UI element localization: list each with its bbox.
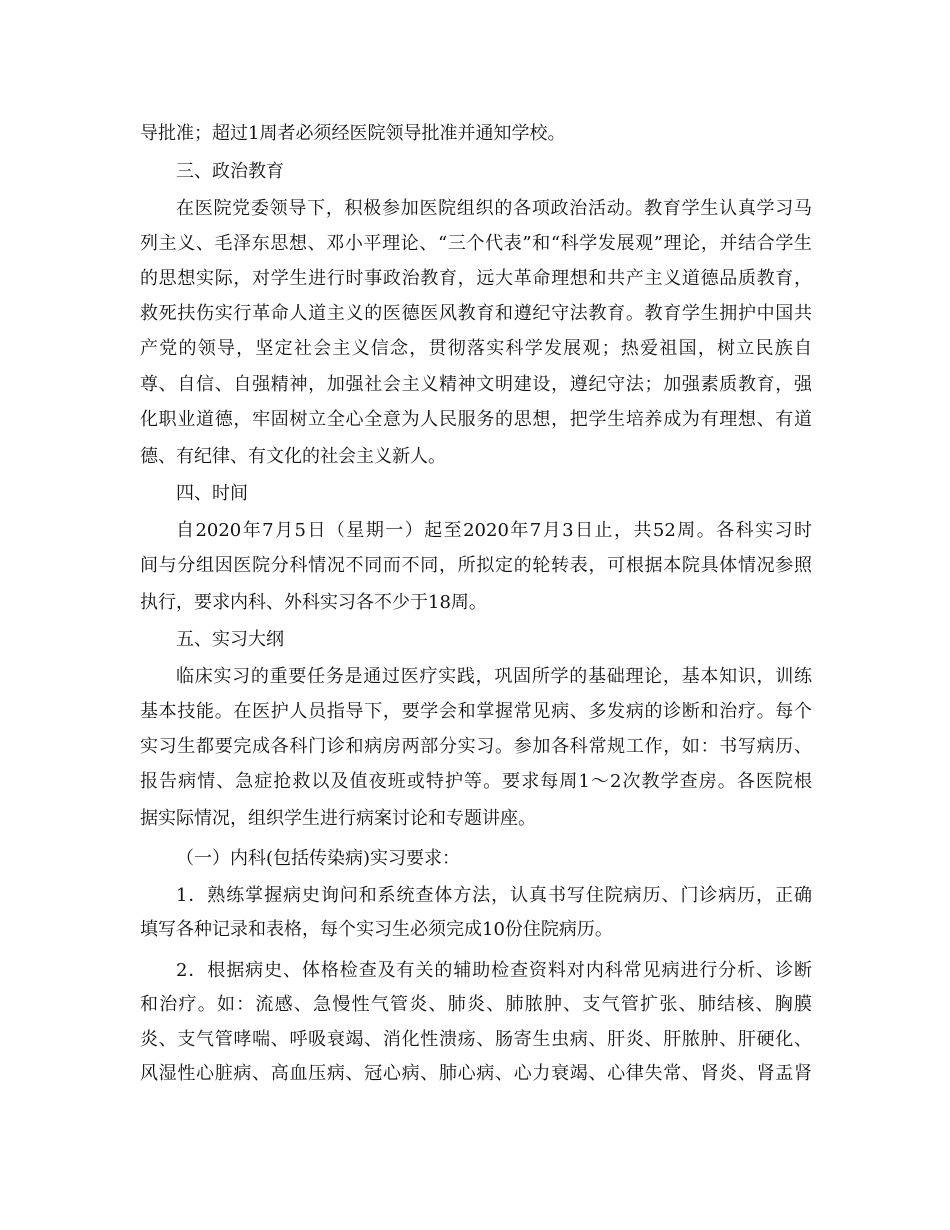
text-line: 产党的领导，坚定社会主义信念，贯彻落实科学发展观；热爱祖国，树立民族自 <box>140 338 812 359</box>
text-line: 间与分组因医院分科情况不同而不同，所拟定的轮转表，可根据本院具体情况参照 <box>140 555 812 576</box>
text-line: 临床实习的重要任务是通过医疗实践，巩固所学的基础理论，基本知识，训练 <box>176 666 812 687</box>
section-heading: 四、时间 <box>176 483 248 504</box>
text-line: 报告病情、急症抢救以及值夜班或特护等。要求每周1～2次教学查房。各医院根 <box>140 771 812 792</box>
text-line: 1．熟练掌握病史询问和系统查体方法，认真书写住院病历、门诊病历，正确 <box>176 885 812 906</box>
text-line: 实习生都要完成各科门诊和病房两部分实习。参加各科常规工作，如：书写病历、 <box>140 736 812 757</box>
text-line: 列主义、毛泽东思想、邓小平理论、“三个代表”和“科学发展观”理论，并结合学生 <box>140 233 812 254</box>
text-line: 导批准；超过1周者必须经医院领导批准并通知学校。 <box>140 123 566 144</box>
text-line: 尊、自信、自强精神，加强社会主义精神文明建设，遵纪守法；加强素质教育，强 <box>140 374 812 395</box>
text-line: 救死扶伤实行革命人道主义的医德医风教育和遵纪守法教育。教育学生拥护中国共 <box>140 303 812 324</box>
section-heading: 五、实习大纲 <box>176 629 284 650</box>
subsection-heading: （一）内科(包括传染病)实习要求： <box>176 848 461 869</box>
text-line: 在医院党委领导下，积极参加医院组织的各项政治活动。教育学生认真学习马 <box>176 198 812 219</box>
text-line: 执行，要求内科、外科实习各不少于18周。 <box>140 592 487 613</box>
text-line: 2．根据病史、体格检查及有关的辅助检查资料对内科常见病进行分析、诊断 <box>176 960 812 981</box>
text-line: 基本技能。在医护人员指导下，要学会和掌握常见病、多发病的诊断和治疗。每个 <box>140 701 812 722</box>
text-line: 和治疗。如：流感、急慢性气管炎、肺炎、肺脓肿、支气管扩张、肺结核、胸膜 <box>140 994 812 1015</box>
text-line: 自2020年7月5日（星期一）起至2020年7月3日止，共52周。各科实习时 <box>176 520 812 541</box>
text-line: 化职业道德，牢固树立全心全意为人民服务的思想，把学生培养成为有理想、有道 <box>140 409 812 430</box>
section-heading: 三、政治教育 <box>176 161 284 182</box>
text-line: 德、有纪律、有文化的社会主义新人。 <box>140 446 446 467</box>
text-line: 风湿性心脏病、高血压病、冠心病、肺心病、心力衰竭、心律失常、肾炎、肾盂肾 <box>140 1063 812 1084</box>
text-line: 据实际情况，组织学生进行病案讨论和专题讲座。 <box>140 808 536 829</box>
text-line: 炎、支气管哮喘、呼吸衰竭、消化性溃疡、肠寄生虫病、肝炎、肝脓肿、肝硬化、 <box>140 1029 812 1050</box>
text-line: 填写各种记录和表格，每个实习生必须完成10份住院病历。 <box>140 919 613 940</box>
text-line: 的思想实际，对学生进行时事政治教育，远大革命理想和共产主义道德品质教育， <box>140 268 812 289</box>
